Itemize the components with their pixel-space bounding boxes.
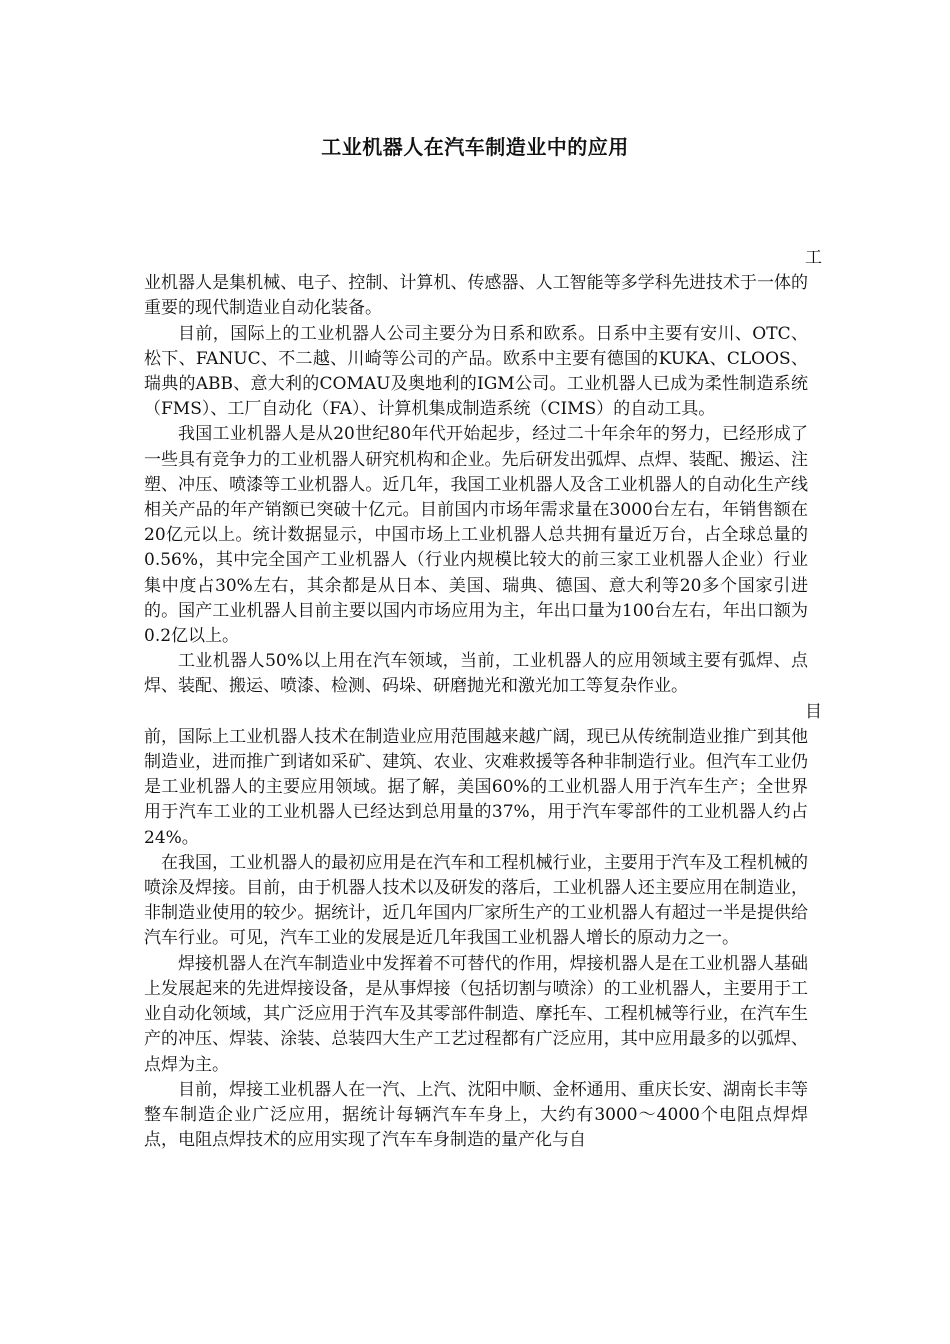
paragraph: 前，国际上工业机器人技术在制造业应用范围越来越广阔，现已从传统制造业推广到其他制造业，进而推广到诸如采矿、建筑、农业、灾难救援等各种非制造行业。但汽车工业仍是工业机器人的主要应用领域。据了解，美国60%的工业机器人用于汽车生产；全世界用于汽车工业的工业机器人已经达到总用量的37%，用于汽车零部件的工业机器人约占24%。 <box>144 726 808 848</box>
document-title: 工业机器人在汽车制造业中的应用 <box>321 135 629 159</box>
paragraph: 目前，国际上的工业机器人公司主要分为日系和欧系。日系中主要有安川、OTC、松下、FANUC、不二越、川崎等公司的产品。欧系中主要有德国的KUKA、CLOOS、瑞典的ABB、意大利的COMAU及奥地利的IGM公司。工业机器人已成为柔性制造系统（FMS）、工厂自动化（FA）、计算机集成制造系统（CIMS）的自动工具。 <box>144 323 808 420</box>
paragraph: 目前，焊接工业机器人在一汽、上汽、沈阳中顺、金杯通用、重庆长安、湖南长丰等整车制造企业广泛应用，据统计每辆汽车车身上，大约有3000～4000个电阻点焊焊点，电阻点焊技术的应用实现了汽车车身制造的量产化与自 <box>144 1079 808 1151</box>
paragraph: 我国工业机器人是从20世纪80年代开始起步，经过二十年余年的努力，已经形成了一些具有竞争力的工业机器人研究机构和企业。先后研发出弧焊、点焊、装配、搬运、注塑、冲压、喷漆等工业机器人。近几年，我国工业机器人及含工业机器人的自动化生产线相关产品的年产销额已突破十亿元。目前国内市场年需求量在3000台左右，年销售额在20亿元以上。统计数据显示，中国市场上工业机器人总共拥有量近万台，占全球总量的0.56%，其中完全国产工业机器人（行业内规模比较大的前三家工业机器人企业）行业集中度占30%左右，其余都是从日本、美国、瑞典、德国、意大利等20多个国家引进的。国产工业机器人目前主要以国内市场应用为主，年出口量为100台左右，年出口额为0.2亿以上。 <box>144 424 808 647</box>
paragraph: 焊接机器人在汽车制造业中发挥着不可替代的作用，焊接机器人是在工业机器人基础上发展起来的先进焊接设备，是从事焊接（包括切割与喷涂）的工业机器人，主要用于工业自动化领域，其广泛应用于汽车及其零部件制造、摩托车、工程机械等行业，在汽车生产的冲压、焊装、涂装、总装四大生产工艺过程都有广泛应用，其中应用最多的以弧焊、点焊为主。 <box>144 953 808 1075</box>
paragraph: 业机器人是集机械、电子、控制、计算机、传感器、人工智能等多学科先进技术于一体的重要的现代制造业自动化装备。 <box>144 273 808 319</box>
paragraph: 在我国，工业机器人的最初应用是在汽车和工程机械行业，主要用于汽车及工程机械的喷涂及焊接。目前，由于机器人技术以及研发的落后，工业机器人还主要应用在制造业，非制造业使用的较少。据统计，近几年国内厂家所生产的工业机器人有超过一半是提供给汽车行业。可见，汽车工业的发展是近几年我国工业机器人增长的原动力之一。 <box>144 852 808 949</box>
document-body <box>144 246 822 1153</box>
paragraph: 工业机器人50%以上用在汽车领域，当前，工业机器人的应用领域主要有弧焊、点焊、装配、搬运、喷漆、检测、码垛、研磨抛光和激光加工等复杂作业。 <box>144 651 808 697</box>
paragraph-lead-char: 工 <box>805 248 822 268</box>
paragraph-lead-char: 目 <box>805 701 822 722</box>
